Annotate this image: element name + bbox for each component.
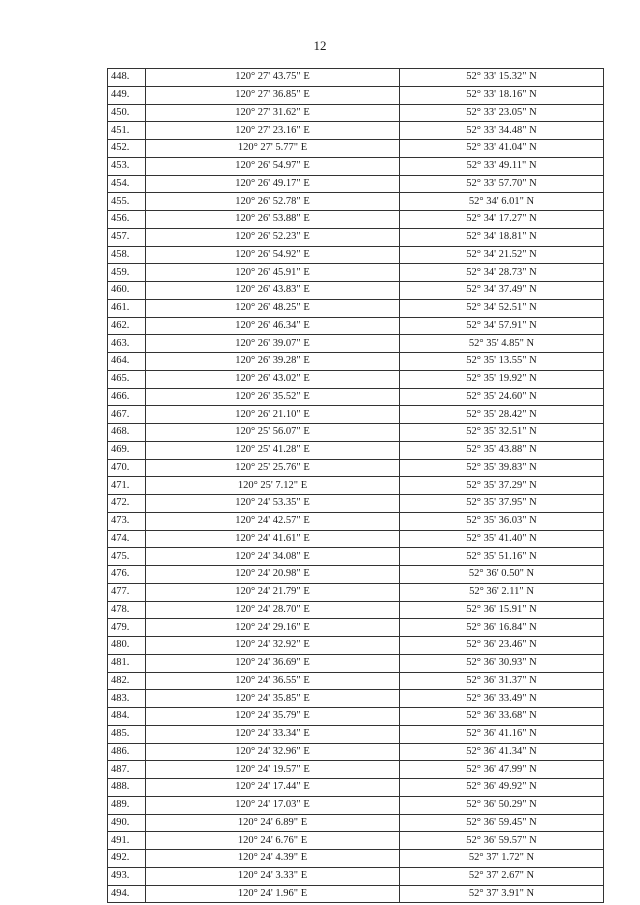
point-number-cell: 463. [108, 335, 146, 353]
latitude-cell: 52° 35' 13.55" N [400, 353, 604, 371]
latitude-cell: 52° 36' 41.34" N [400, 743, 604, 761]
longitude-cell: 120° 24' 17.44" E [146, 779, 400, 797]
longitude-cell: 120° 26' 54.97" E [146, 157, 400, 175]
latitude-cell: 52° 33' 18.16" N [400, 86, 604, 104]
latitude-cell: 52° 35' 32.51" N [400, 424, 604, 442]
table-row [108, 690, 604, 708]
point-number-cell: 490. [108, 814, 146, 832]
longitude-cell: 120° 27' 36.85" E [146, 86, 400, 104]
longitude-cell: 120° 24' 33.34" E [146, 725, 400, 743]
longitude-cell: 120° 24' 19.57" E [146, 761, 400, 779]
latitude-cell: 52° 36' 31.37" N [400, 672, 604, 690]
coordinates-table-body [108, 69, 604, 903]
table-row [108, 157, 604, 175]
point-number-cell: 486. [108, 743, 146, 761]
point-number-cell: 464. [108, 353, 146, 371]
table-row [108, 885, 604, 903]
table-row [108, 122, 604, 140]
longitude-cell: 120° 25' 41.28" E [146, 441, 400, 459]
table-row [108, 424, 604, 442]
point-number-cell: 453. [108, 157, 146, 175]
table-row [108, 850, 604, 868]
point-number-cell: 477. [108, 583, 146, 601]
table-row [108, 388, 604, 406]
point-number-cell: 484. [108, 708, 146, 726]
latitude-cell: 52° 35' 24.60" N [400, 388, 604, 406]
table-row [108, 140, 604, 158]
latitude-cell: 52° 34' 52.51" N [400, 299, 604, 317]
point-number-cell: 473. [108, 512, 146, 530]
table-row [108, 477, 604, 495]
point-number-cell: 481. [108, 654, 146, 672]
table-row [108, 708, 604, 726]
longitude-cell: 120° 24' 6.76" E [146, 832, 400, 850]
latitude-cell: 52° 33' 41.04" N [400, 140, 604, 158]
longitude-cell: 120° 24' 35.85" E [146, 690, 400, 708]
table-row [108, 370, 604, 388]
table-row [108, 193, 604, 211]
latitude-cell: 52° 36' 33.68" N [400, 708, 604, 726]
table-row [108, 282, 604, 300]
latitude-cell: 52° 33' 49.11" N [400, 157, 604, 175]
point-number-cell: 479. [108, 619, 146, 637]
longitude-cell: 120° 26' 46.34" E [146, 317, 400, 335]
longitude-cell: 120° 24' 32.92" E [146, 637, 400, 655]
point-number-cell: 494. [108, 885, 146, 903]
longitude-cell: 120° 27' 43.75" E [146, 69, 400, 87]
longitude-cell: 120° 24' 20.98" E [146, 566, 400, 584]
table-row [108, 246, 604, 264]
point-number-cell: 456. [108, 211, 146, 229]
latitude-cell: 52° 37' 1.72" N [400, 850, 604, 868]
longitude-cell: 120° 26' 52.23" E [146, 228, 400, 246]
longitude-cell: 120° 26' 54.92" E [146, 246, 400, 264]
point-number-cell: 454. [108, 175, 146, 193]
longitude-cell: 120° 25' 7.12" E [146, 477, 400, 495]
point-number-cell: 483. [108, 690, 146, 708]
point-number-cell: 493. [108, 867, 146, 885]
latitude-cell: 52° 36' 59.57" N [400, 832, 604, 850]
point-number-cell: 455. [108, 193, 146, 211]
point-number-cell: 480. [108, 637, 146, 655]
point-number-cell: 462. [108, 317, 146, 335]
table-row [108, 335, 604, 353]
table-row [108, 512, 604, 530]
latitude-cell: 52° 35' 43.88" N [400, 441, 604, 459]
table-row [108, 317, 604, 335]
latitude-cell: 52° 35' 51.16" N [400, 548, 604, 566]
table-row [108, 104, 604, 122]
latitude-cell: 52° 36' 0.50" N [400, 566, 604, 584]
table-row [108, 654, 604, 672]
longitude-cell: 120° 24' 42.57" E [146, 512, 400, 530]
point-number-cell: 470. [108, 459, 146, 477]
longitude-cell: 120° 27' 5.77" E [146, 140, 400, 158]
latitude-cell: 52° 34' 21.52" N [400, 246, 604, 264]
point-number-cell: 474. [108, 530, 146, 548]
latitude-cell: 52° 34' 6.01" N [400, 193, 604, 211]
latitude-cell: 52° 34' 17.27" N [400, 211, 604, 229]
point-number-cell: 466. [108, 388, 146, 406]
table-row [108, 743, 604, 761]
table-row [108, 69, 604, 87]
point-number-cell: 458. [108, 246, 146, 264]
table-row [108, 619, 604, 637]
longitude-cell: 120° 26' 52.78" E [146, 193, 400, 211]
point-number-cell: 460. [108, 282, 146, 300]
table-row [108, 211, 604, 229]
point-number-cell: 459. [108, 264, 146, 282]
longitude-cell: 120° 25' 56.07" E [146, 424, 400, 442]
latitude-cell: 52° 36' 16.84" N [400, 619, 604, 637]
latitude-cell: 52° 36' 33.49" N [400, 690, 604, 708]
latitude-cell: 52° 35' 37.29" N [400, 477, 604, 495]
longitude-cell: 120° 24' 34.08" E [146, 548, 400, 566]
latitude-cell: 52° 34' 37.49" N [400, 282, 604, 300]
point-number-cell: 471. [108, 477, 146, 495]
longitude-cell: 120° 27' 23.16" E [146, 122, 400, 140]
table-row [108, 779, 604, 797]
table-row [108, 566, 604, 584]
table-row [108, 832, 604, 850]
longitude-cell: 120° 24' 41.61" E [146, 530, 400, 548]
table-row [108, 459, 604, 477]
latitude-cell: 52° 35' 36.03" N [400, 512, 604, 530]
point-number-cell: 450. [108, 104, 146, 122]
point-number-cell: 489. [108, 796, 146, 814]
table-row [108, 228, 604, 246]
longitude-cell: 120° 24' 6.89" E [146, 814, 400, 832]
latitude-cell: 52° 33' 23.05" N [400, 104, 604, 122]
table-row [108, 406, 604, 424]
latitude-cell: 52° 35' 19.92" N [400, 370, 604, 388]
longitude-cell: 120° 26' 39.07" E [146, 335, 400, 353]
table-row [108, 637, 604, 655]
longitude-cell: 120° 26' 48.25" E [146, 299, 400, 317]
longitude-cell: 120° 24' 36.55" E [146, 672, 400, 690]
table-row [108, 299, 604, 317]
longitude-cell: 120° 24' 21.79" E [146, 583, 400, 601]
point-number-cell: 449. [108, 86, 146, 104]
longitude-cell: 120° 26' 43.83" E [146, 282, 400, 300]
table-row [108, 175, 604, 193]
table-row [108, 530, 604, 548]
longitude-cell: 120° 25' 25.76" E [146, 459, 400, 477]
latitude-cell: 52° 33' 57.70" N [400, 175, 604, 193]
latitude-cell: 52° 35' 37.95" N [400, 495, 604, 513]
table-row [108, 814, 604, 832]
point-number-cell: 465. [108, 370, 146, 388]
table-row [108, 867, 604, 885]
longitude-cell: 120° 24' 29.16" E [146, 619, 400, 637]
longitude-cell: 120° 24' 28.70" E [146, 601, 400, 619]
latitude-cell: 52° 36' 30.93" N [400, 654, 604, 672]
longitude-cell: 120° 26' 49.17" E [146, 175, 400, 193]
latitude-cell: 52° 36' 59.45" N [400, 814, 604, 832]
latitude-cell: 52° 36' 49.92" N [400, 779, 604, 797]
point-number-cell: 472. [108, 495, 146, 513]
table-row [108, 495, 604, 513]
latitude-cell: 52° 33' 15.32" N [400, 69, 604, 87]
point-number-cell: 485. [108, 725, 146, 743]
table-row [108, 86, 604, 104]
table-row [108, 441, 604, 459]
longitude-cell: 120° 26' 35.52" E [146, 388, 400, 406]
longitude-cell: 120° 26' 45.91" E [146, 264, 400, 282]
table-row [108, 548, 604, 566]
point-number-cell: 491. [108, 832, 146, 850]
longitude-cell: 120° 27' 31.62" E [146, 104, 400, 122]
latitude-cell: 52° 35' 41.40" N [400, 530, 604, 548]
longitude-cell: 120° 24' 36.69" E [146, 654, 400, 672]
table-row [108, 725, 604, 743]
latitude-cell: 52° 35' 28.42" N [400, 406, 604, 424]
point-number-cell: 482. [108, 672, 146, 690]
point-number-cell: 475. [108, 548, 146, 566]
longitude-cell: 120° 24' 3.33" E [146, 867, 400, 885]
longitude-cell: 120° 24' 53.35" E [146, 495, 400, 513]
latitude-cell: 52° 36' 15.91" N [400, 601, 604, 619]
point-number-cell: 469. [108, 441, 146, 459]
point-number-cell: 448. [108, 69, 146, 87]
table-row [108, 672, 604, 690]
point-number-cell: 457. [108, 228, 146, 246]
latitude-cell: 52° 36' 2.11" N [400, 583, 604, 601]
longitude-cell: 120° 24' 35.79" E [146, 708, 400, 726]
longitude-cell: 120° 26' 43.02" E [146, 370, 400, 388]
latitude-cell: 52° 36' 23.46" N [400, 637, 604, 655]
table-row [108, 264, 604, 282]
table-row [108, 761, 604, 779]
table-row [108, 601, 604, 619]
latitude-cell: 52° 35' 4.85" N [400, 335, 604, 353]
point-number-cell: 492. [108, 850, 146, 868]
point-number-cell: 476. [108, 566, 146, 584]
point-number-cell: 467. [108, 406, 146, 424]
latitude-cell: 52° 36' 41.16" N [400, 725, 604, 743]
latitude-cell: 52° 36' 50.29" N [400, 796, 604, 814]
latitude-cell: 52° 36' 47.99" N [400, 761, 604, 779]
table-row [108, 353, 604, 371]
point-number-cell: 468. [108, 424, 146, 442]
page-number: 12 [313, 38, 327, 53]
point-number-cell: 487. [108, 761, 146, 779]
point-number-cell: 478. [108, 601, 146, 619]
latitude-cell: 52° 35' 39.83" N [400, 459, 604, 477]
latitude-cell: 52° 34' 18.81" N [400, 228, 604, 246]
longitude-cell: 120° 24' 32.96" E [146, 743, 400, 761]
coordinates-table [107, 68, 604, 903]
point-number-cell: 488. [108, 779, 146, 797]
longitude-cell: 120° 24' 17.03" E [146, 796, 400, 814]
latitude-cell: 52° 37' 3.91" N [400, 885, 604, 903]
table-row [108, 796, 604, 814]
latitude-cell: 52° 34' 57.91" N [400, 317, 604, 335]
longitude-cell: 120° 26' 39.28" E [146, 353, 400, 371]
point-number-cell: 451. [108, 122, 146, 140]
latitude-cell: 52° 34' 28.73" N [400, 264, 604, 282]
longitude-cell: 120° 26' 21.10" E [146, 406, 400, 424]
longitude-cell: 120° 24' 4.39" E [146, 850, 400, 868]
point-number-cell: 461. [108, 299, 146, 317]
longitude-cell: 120° 26' 53.88" E [146, 211, 400, 229]
table-row [108, 583, 604, 601]
point-number-cell: 452. [108, 140, 146, 158]
longitude-cell: 120° 24' 1.96" E [146, 885, 400, 903]
latitude-cell: 52° 33' 34.48" N [400, 122, 604, 140]
latitude-cell: 52° 37' 2.67" N [400, 867, 604, 885]
